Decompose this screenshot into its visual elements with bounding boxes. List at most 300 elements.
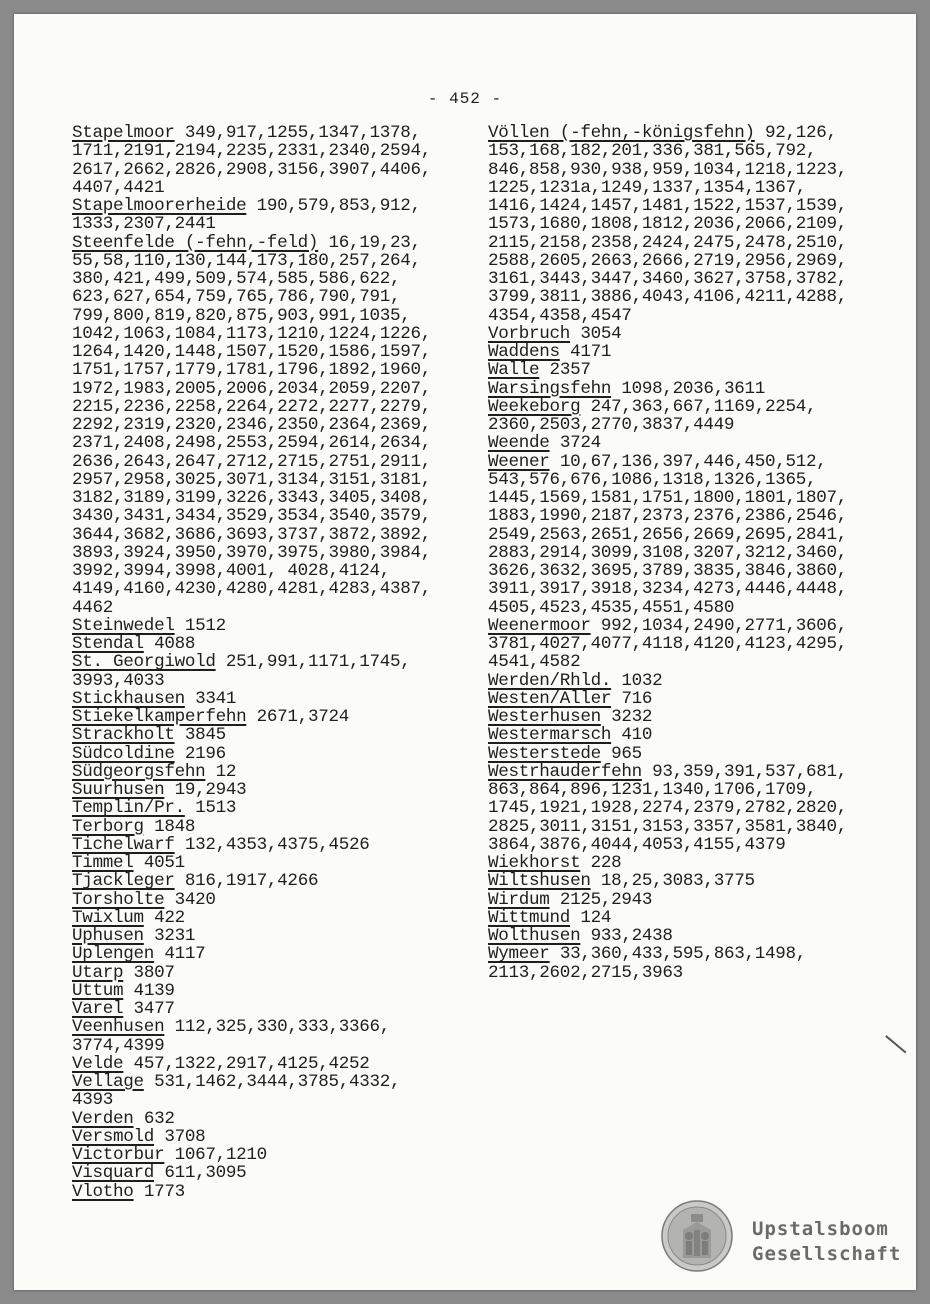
entry-line	[72, 526, 472, 544]
page-references: 1883,1990,2187,2373,2376,2386,2546,	[488, 506, 848, 527]
page-references: 3911,3917,3918,3234,4273,4446,4448,	[488, 579, 848, 600]
index-entry	[72, 854, 472, 872]
place-name: Weende	[488, 433, 550, 454]
seal-icon	[661, 1200, 733, 1272]
page-references: 2125,2943	[549, 889, 653, 910]
page-references: 132,4353,4375,4526	[174, 834, 370, 855]
entry-line	[72, 672, 472, 690]
entry-line	[72, 909, 472, 927]
page-references: 12	[205, 761, 237, 782]
entry-line	[72, 945, 472, 963]
place-name: Varel	[72, 999, 124, 1019]
entry-line	[72, 1055, 472, 1073]
index-entry	[72, 617, 472, 635]
place-name: Uplengen	[72, 944, 155, 965]
page-references: 2549,2563,2651,2656,2669,2695,2841,	[488, 524, 848, 545]
place-name: Suurhusen	[72, 780, 165, 800]
index-entry	[488, 325, 888, 343]
place-name: Stapelmoor	[72, 123, 175, 143]
entry-line	[488, 380, 888, 398]
page-references: 4088	[143, 634, 196, 654]
entry-line	[72, 544, 472, 562]
entry-line	[72, 197, 472, 215]
entry-line	[72, 1164, 472, 1182]
entry-line	[72, 562, 472, 580]
entry-line	[488, 307, 888, 325]
page-references: 623,627,654,759,765,786,790,791,	[72, 287, 401, 308]
page-references: 55,58,110,130,144,173,180,257,264,	[72, 250, 421, 271]
entry-line	[488, 453, 888, 471]
page-references: 992,1034,2490,2771,3606,	[590, 615, 848, 636]
index-entry	[488, 872, 888, 890]
index-entry	[488, 343, 888, 361]
entry-line	[488, 234, 888, 252]
place-name: Uphusen	[72, 926, 144, 946]
page-references: 1416,1424,1457,1481,1522,1537,1539,	[488, 196, 848, 216]
page-references: 3708	[154, 1126, 206, 1147]
place-name: Stapelmoorerheide	[72, 196, 247, 216]
page-references: 3430,3431,3434,3529,3534,3540,3579,	[72, 506, 432, 527]
page-references: 531,1462,3444,3785,4332,	[143, 1072, 401, 1092]
page-references: 4354,4358,4547	[488, 305, 632, 326]
place-name: Velde	[72, 1053, 124, 1074]
page-references: 2292,2319,2320,2346,2350,2364,2369,	[72, 415, 432, 435]
entry-line	[72, 1146, 472, 1164]
entry-line	[72, 380, 472, 398]
entry-line	[488, 726, 888, 744]
place-name: Vorbruch	[488, 323, 571, 344]
index-entry	[72, 982, 472, 1000]
page-references: 1745,1921,1928,2274,2379,2782,2820,	[488, 798, 848, 819]
index-entry	[72, 799, 472, 817]
page-references: 2883,2914,3099,3108,3207,3212,3460,	[488, 542, 848, 563]
index-entry	[488, 708, 888, 726]
page-references: 124	[570, 907, 612, 928]
entry-line	[488, 818, 888, 836]
entry-line	[488, 763, 888, 781]
page-references: 112,325,330,333,3366,	[164, 1017, 391, 1038]
entry-line	[72, 1091, 472, 1109]
place-name: Weekeborg	[488, 396, 581, 417]
index-entry	[72, 1146, 472, 1164]
index-entry	[72, 927, 472, 945]
place-name: Werden/Rhld.	[488, 670, 612, 691]
entry-line	[488, 398, 888, 416]
page-references: 2957,2958,3025,3071,3134,3151,3181,	[72, 469, 432, 490]
page-references: 3993,4033	[72, 670, 165, 691]
page-references: 846,858,930,938,959,1034,1218,1223,	[488, 159, 848, 180]
entry-line	[488, 891, 888, 909]
page-references: 2617,2662,2826,2908,3156,3907,4406,	[72, 159, 432, 180]
place-name: Versmold	[72, 1126, 155, 1147]
society-name-line-2: Gesellschaft	[752, 1243, 902, 1265]
entry-line	[72, 891, 472, 909]
place-name: Stickhausen	[72, 688, 185, 709]
entry-line	[488, 544, 888, 562]
place-name: Torsholte	[72, 889, 165, 910]
entry-line	[72, 708, 472, 726]
page-references: 863,864,896,1231,1340,1706,1709,	[488, 780, 817, 800]
place-name: Visquard	[72, 1163, 155, 1184]
place-name: Völlen (-fehn,-königsfehn)	[488, 123, 755, 143]
page-references: 422	[143, 907, 185, 928]
page-references: 18,25,3083,3775	[590, 871, 755, 892]
entry-line	[488, 617, 888, 635]
entry-line	[72, 653, 472, 671]
place-name: Steenfelde (-fehn,-feld)	[72, 232, 319, 253]
page-references: 3774,4399	[72, 1035, 165, 1056]
page-number: - 452 -	[427, 90, 503, 108]
page-references: 1848	[143, 816, 196, 837]
entry-line	[488, 854, 888, 872]
index-entry	[488, 690, 888, 708]
society-logotype	[752, 1217, 901, 1267]
entry-line	[488, 215, 888, 233]
entry-line	[72, 1018, 472, 1036]
page-references: 19,2943	[164, 780, 247, 800]
entry-line	[488, 526, 888, 544]
index-entry	[72, 1164, 472, 1182]
page-references: 1225,1231a,1249,1337,1354,1367,	[488, 177, 806, 198]
page-references: 2357	[539, 360, 591, 381]
entry-line	[72, 763, 472, 781]
place-name: Utarp	[72, 962, 124, 983]
entry-line	[488, 288, 888, 306]
page-references: 3799,3811,3886,4043,4106,4211,4288,	[488, 287, 848, 308]
page-references: 3626,3632,3695,3789,3835,3846,3860,	[488, 561, 848, 581]
place-name: Westermarsch	[488, 725, 612, 746]
page-references: 933,2438	[580, 926, 673, 946]
entry-line	[72, 434, 472, 452]
page-references: 247,363,667,1169,2254,	[580, 396, 817, 417]
entry-line	[72, 471, 472, 489]
page-references: 816,1917,4266	[174, 871, 319, 892]
page-references: 2671,3724	[246, 707, 349, 727]
entry-line	[72, 161, 472, 179]
page-references: 4117	[154, 944, 206, 965]
entry-line	[488, 270, 888, 288]
page-references: 3341	[184, 688, 237, 709]
entry-line	[488, 124, 888, 142]
place-name: Timmel	[72, 853, 134, 873]
index-entry	[488, 854, 888, 872]
entry-line	[488, 325, 888, 343]
page-references: 3845	[174, 725, 226, 746]
entry-line	[72, 507, 472, 525]
entry-line	[72, 964, 472, 982]
page-references: 4407,4421	[72, 177, 165, 198]
place-name: Wittmund	[488, 907, 571, 928]
page-references: 3182,3189,3199,3226,3343,3405,3408,	[72, 488, 432, 508]
entry-line	[72, 872, 472, 890]
place-name: Westrhauderfehn	[488, 761, 642, 782]
place-name: Südgeorgsfehn	[72, 761, 206, 782]
place-name: Vellage	[72, 1072, 144, 1092]
entry-line	[72, 1073, 472, 1091]
index-entry	[72, 945, 472, 963]
page-references: 1751,1757,1779,1781,1796,1892,1960,	[72, 360, 432, 381]
page-references: 1972,1983,2005,2006,2034,2059,2207,	[72, 378, 432, 399]
index-entry	[488, 124, 888, 325]
place-name: Wolthusen	[488, 926, 581, 946]
place-name: Vlotho	[72, 1181, 134, 1202]
index-entry	[72, 726, 472, 744]
place-name: Tjackleger	[72, 871, 175, 892]
entry-line	[488, 745, 888, 763]
index-entry	[72, 1073, 472, 1110]
entry-line	[72, 781, 472, 799]
place-name: Verden	[72, 1108, 134, 1129]
index-entry	[72, 818, 472, 836]
page-references: 33,360,433,595,863,1498,	[549, 944, 807, 965]
place-name: Waddens	[488, 342, 560, 362]
place-name: Westerstede	[488, 743, 601, 764]
entry-line	[488, 872, 888, 890]
entry-line	[488, 197, 888, 215]
index-entry	[72, 197, 472, 234]
index-entry	[488, 945, 888, 982]
entry-line	[488, 471, 888, 489]
page-references: 3864,3876,4044,4053,4155,4379	[488, 834, 786, 855]
entry-line	[488, 599, 888, 617]
index-entry	[72, 1018, 472, 1055]
page-references: 10,67,136,397,446,450,512,	[549, 451, 827, 472]
place-name: Walle	[488, 360, 540, 381]
entry-line	[72, 307, 472, 325]
place-name: Twixlum	[72, 907, 144, 928]
entry-line	[72, 690, 472, 708]
entry-line	[72, 982, 472, 1000]
place-name: Terborg	[72, 816, 144, 837]
page-references: 2115,2158,2358,2424,2475,2478,2510,	[488, 232, 848, 253]
entry-line	[72, 599, 472, 617]
index-entry	[72, 1183, 472, 1201]
place-name: Westerhusen	[488, 707, 601, 727]
entry-line	[72, 726, 472, 744]
page-references: 2113,2602,2715,3963	[488, 962, 683, 983]
page-references: 93,359,391,537,681,	[641, 761, 848, 782]
place-name: Tichelwarf	[72, 834, 175, 855]
index-entry	[488, 763, 888, 854]
index-column-right	[488, 124, 888, 982]
entry-line	[72, 325, 472, 343]
entry-line	[72, 854, 472, 872]
place-name: Westen/Aller	[488, 688, 612, 709]
place-name: Wiltshusen	[488, 871, 591, 892]
page-references: 3477	[123, 999, 175, 1019]
index-entry	[488, 672, 888, 690]
page-references: 1333,2307,2441	[72, 214, 216, 235]
page-references: 92,126,	[754, 123, 837, 143]
entry-line	[72, 398, 472, 416]
page-references: 1032	[611, 670, 663, 691]
page-references: 190,579,853,912,	[246, 196, 421, 216]
page-references: 4051	[133, 853, 185, 873]
entry-line	[488, 964, 888, 982]
page-references: 2825,3011,3151,3153,3357,3581,3840,	[488, 816, 848, 837]
page-references: 228	[580, 853, 622, 873]
entry-line	[488, 690, 888, 708]
entry-line	[488, 945, 888, 963]
entry-line	[488, 489, 888, 507]
page-references: 153,168,182,201,336,381,565,792,	[488, 141, 817, 162]
page-references: 4139	[123, 980, 175, 1001]
page-references: 349,917,1255,1347,1378,	[174, 123, 421, 143]
entry-line	[488, 416, 888, 434]
entry-line	[488, 836, 888, 854]
page-references: 4505,4523,4535,4551,4580	[488, 597, 735, 618]
index-entry	[72, 836, 472, 854]
index-entry	[488, 453, 888, 617]
index-column-left	[72, 124, 472, 1201]
index-entry	[488, 891, 888, 909]
index-entry	[488, 398, 888, 435]
place-name: Strackholt	[72, 725, 175, 746]
entry-line	[488, 252, 888, 270]
place-name: Stendal	[72, 634, 144, 654]
society-name-line-1: Upstalsboom	[752, 1218, 889, 1240]
entry-line	[72, 288, 472, 306]
index-entry	[72, 745, 472, 763]
entry-line	[72, 343, 472, 361]
entry-line	[488, 434, 888, 452]
entry-line	[488, 799, 888, 817]
place-name: Südcoldine	[72, 743, 175, 764]
page-references: 3644,3682,3686,3693,3737,3872,3892,	[72, 524, 432, 545]
place-name: Warsingsfehn	[488, 378, 612, 399]
entry-line	[72, 1037, 472, 1055]
entry-line	[72, 1000, 472, 1018]
index-entry	[72, 964, 472, 982]
index-entry	[72, 1128, 472, 1146]
page-references: 3992,3994,3998,4001, 4028,4124,	[72, 561, 390, 581]
page-references: 4393	[72, 1090, 114, 1111]
page-references: 632	[133, 1108, 175, 1129]
page-references: 1067,1210	[164, 1145, 267, 1165]
page-references: 4171	[559, 342, 612, 362]
page-references: 4462	[72, 597, 114, 618]
place-name: Weenermoor	[488, 615, 591, 636]
page-references: 3232	[600, 707, 653, 727]
entry-line	[488, 562, 888, 580]
entry-line	[72, 818, 472, 836]
page-references: 4149,4160,4230,4280,4281,4283,4387,	[72, 579, 432, 600]
place-name: Wymeer	[488, 944, 550, 965]
page-references: 1513	[184, 798, 237, 819]
page-references: 716	[611, 688, 653, 709]
page-references: 1445,1569,1581,1751,1800,1801,1807,	[488, 488, 848, 508]
page-references: 1042,1063,1084,1173,1210,1224,1226,	[72, 323, 432, 344]
place-name: Veenhusen	[72, 1017, 165, 1038]
place-name: Victorbur	[72, 1145, 165, 1165]
page-references: 1773	[133, 1181, 185, 1202]
page-references: 2360,2503,2770,3837,4449	[488, 415, 735, 435]
index-entry	[488, 745, 888, 763]
place-name: Uttum	[72, 980, 124, 1001]
entry-line	[72, 580, 472, 598]
page-references: 16,19,23,	[318, 232, 421, 253]
place-name: Wirdum	[488, 889, 550, 910]
entry-line	[488, 580, 888, 598]
entry-line	[72, 617, 472, 635]
entry-line	[72, 1110, 472, 1128]
page-references: 2588,2605,2663,2666,2719,2956,2969,	[488, 250, 848, 271]
entry-line	[488, 909, 888, 927]
entry-line	[72, 489, 472, 507]
entry-line	[488, 179, 888, 197]
index-entry	[72, 690, 472, 708]
page-references: 2371,2408,2498,2553,2594,2614,2634,	[72, 433, 432, 454]
entry-line	[488, 361, 888, 379]
index-entry	[488, 617, 888, 672]
page-references: 1711,2191,2194,2235,2331,2340,2594,	[72, 141, 432, 162]
page-references: 1098,2036,3611	[611, 378, 765, 399]
page-references: 251,991,1171,1745,	[215, 652, 411, 673]
index-entry	[488, 434, 888, 452]
entry-line	[72, 1128, 472, 1146]
entry-line	[72, 927, 472, 945]
page-references: 3724	[549, 433, 601, 454]
index-entry	[488, 361, 888, 379]
entry-line	[488, 672, 888, 690]
page-references: 611,3095	[154, 1163, 247, 1184]
page-references: 3161,3443,3447,3460,3627,3758,3782,	[488, 269, 848, 289]
entry-line	[72, 270, 472, 288]
page-references: 2215,2236,2258,2264,2272,2277,2279,	[72, 396, 432, 417]
page-references: 3054	[570, 323, 622, 344]
place-name: Wiekhorst	[488, 853, 581, 873]
page-references: 3420	[164, 889, 216, 910]
entry-line	[72, 799, 472, 817]
index-entry	[72, 909, 472, 927]
index-entry	[72, 708, 472, 726]
index-entry	[72, 124, 472, 197]
page-references: 3893,3924,3950,3970,3975,3980,3984,	[72, 542, 432, 563]
place-name: Stiekelkamperfehn	[72, 707, 247, 727]
index-entry	[488, 380, 888, 398]
entry-line	[72, 179, 472, 197]
place-name: Templin/Pr.	[72, 798, 185, 819]
page-references: 410	[611, 725, 653, 746]
page-references: 1512	[174, 615, 226, 636]
page-references: 3781,4027,4077,4118,4120,4123,4295,	[488, 634, 848, 654]
index-entry	[72, 763, 472, 781]
index-entry	[72, 1000, 472, 1018]
place-name: Weener	[488, 451, 550, 472]
index-entry	[72, 872, 472, 890]
place-name: St. Georgiwold	[72, 652, 216, 673]
entry-line	[72, 745, 472, 763]
entry-line	[72, 1183, 472, 1201]
entry-line	[488, 343, 888, 361]
index-entry	[488, 909, 888, 927]
page-references: 799,800,819,820,875,903,991,1035,	[72, 305, 411, 326]
page-references: 2196	[174, 743, 226, 764]
page-references: 543,576,676,1086,1318,1326,1365,	[488, 469, 817, 490]
page-references: 2636,2643,2647,2712,2715,2751,2911,	[72, 451, 432, 472]
entry-line	[72, 361, 472, 379]
page-references: 3231	[143, 926, 196, 946]
page-references: 3807	[123, 962, 175, 983]
index-entry	[72, 1110, 472, 1128]
entry-line	[488, 927, 888, 945]
page-references: 457,1322,2917,4125,4252	[123, 1053, 370, 1074]
entry-line	[488, 653, 888, 671]
entry-line	[72, 124, 472, 142]
index-entry	[72, 635, 472, 653]
page-references: 380,421,499,509,574,585,586,622,	[72, 269, 401, 289]
index-entry	[72, 781, 472, 799]
